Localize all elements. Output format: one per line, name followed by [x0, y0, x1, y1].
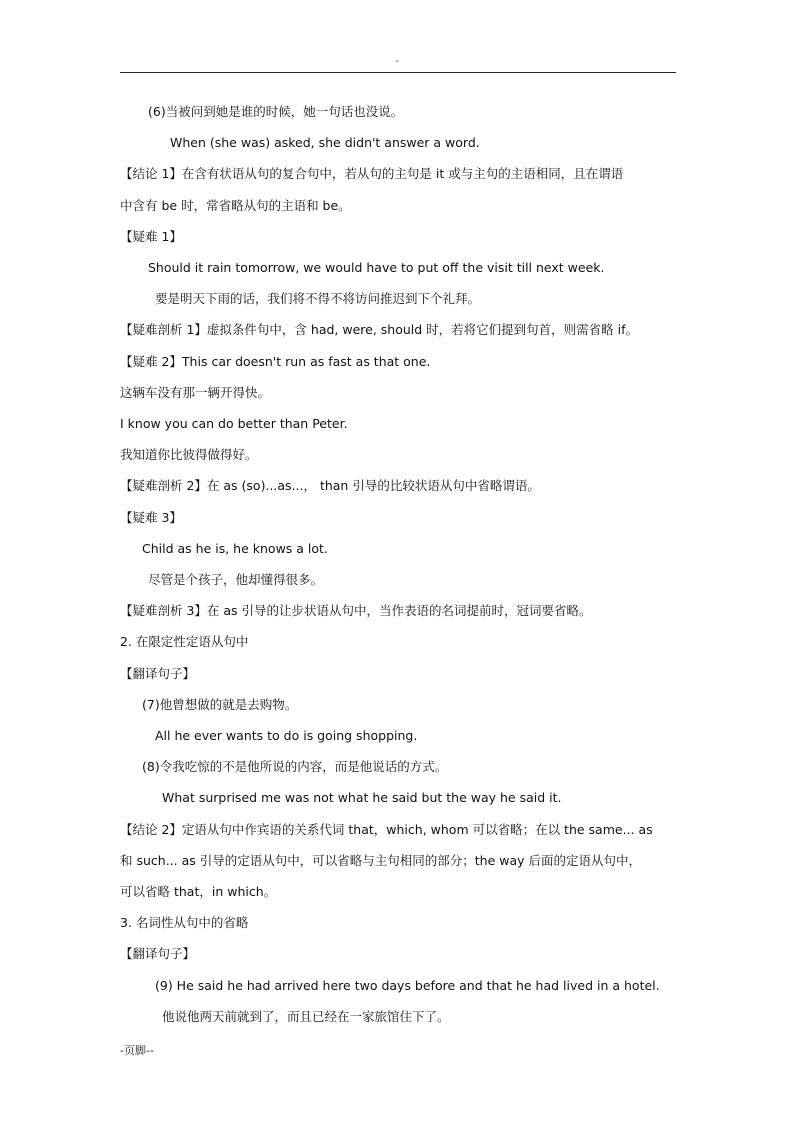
text-line: 我知道你比彼得做得好。	[120, 447, 258, 462]
text-line: 【疑难剖析 1】虚拟条件句中，含 had, were, should 时，若将它们提到句首，则需省略 if。	[120, 322, 639, 337]
text-line: 3. 名词性从句中的省略	[120, 915, 249, 930]
text-line: 和 such... as 引导的定语从句中，可以省略与主句相同的部分；the way 后面的定语从句中，	[120, 853, 641, 868]
text-line: When (she was) asked, she didn't answer a word.	[170, 135, 480, 150]
header-mark: -	[395, 56, 399, 67]
text-line: 【疑难 3】	[120, 510, 182, 525]
text-line: 【疑难 2】This car doesn't run as fast as that one.	[120, 354, 431, 369]
text-line: 【疑难剖析 3】在 as 引导的让步状语从句中，当作表语的名词提前时，冠词要省略。	[120, 603, 592, 618]
text-line: What surprised me was not what he said but the way he said it.	[162, 790, 562, 805]
text-line: 尽管是个孩子，他却懂得很多。	[148, 572, 324, 587]
text-line: 【结论 1】在含有状语从句的复合句中，若从句的主句是 it 或与主句的主语相同，且在谓语	[120, 166, 624, 181]
text-line: 【结论 2】定语从句中作宾语的关系代词 that，which, whom 可以省略；在以 the same... as	[120, 822, 653, 837]
text-line: 中含有 be 时，常省略从句的主语和 be。	[120, 198, 351, 213]
text-line: 要是明天下雨的话，我们将不得不将访问推迟到下个礼拜。	[155, 291, 481, 306]
text-line: 【疑难 1】	[120, 229, 182, 244]
text-line: Child as he is, he knows a lot.	[142, 541, 328, 556]
text-line: 【翻译句子】	[120, 666, 196, 681]
text-line: 可以省略 that，in which。	[120, 884, 277, 899]
text-line: I know you can do better than Peter.	[120, 416, 348, 431]
text-line: (6)当被问到她是谁的时候，她一句话也没说。	[148, 104, 404, 119]
text-line: 【翻译句子】	[120, 946, 196, 961]
text-line: Should it rain tomorrow, we would have to put off the visit till next week.	[148, 260, 605, 275]
text-line: All he ever wants to do is going shopping.	[155, 728, 418, 743]
text-line: 【疑难剖析 2】在 as (so)...as...， than 引导的比较状语从句中省略谓语。	[120, 478, 540, 493]
text-line: (9) He said he had arrived here two days before and that he had lived in a hotel.	[155, 978, 660, 993]
page-footer: -页脚--	[120, 1044, 154, 1057]
header-rule	[120, 72, 676, 73]
text-line: 2. 在限定性定语从句中	[120, 634, 249, 649]
text-line: (8)令我吃惊的不是他所说的内容，而是他说话的方式。	[142, 759, 448, 774]
text-line: 这辆车没有那一辆开得快。	[120, 385, 271, 400]
text-line: 他说他两天前就到了，而且已经在一家旅馆住下了。	[162, 1009, 450, 1024]
text-line: (7)他曾想做的就是去购物。	[142, 697, 298, 712]
